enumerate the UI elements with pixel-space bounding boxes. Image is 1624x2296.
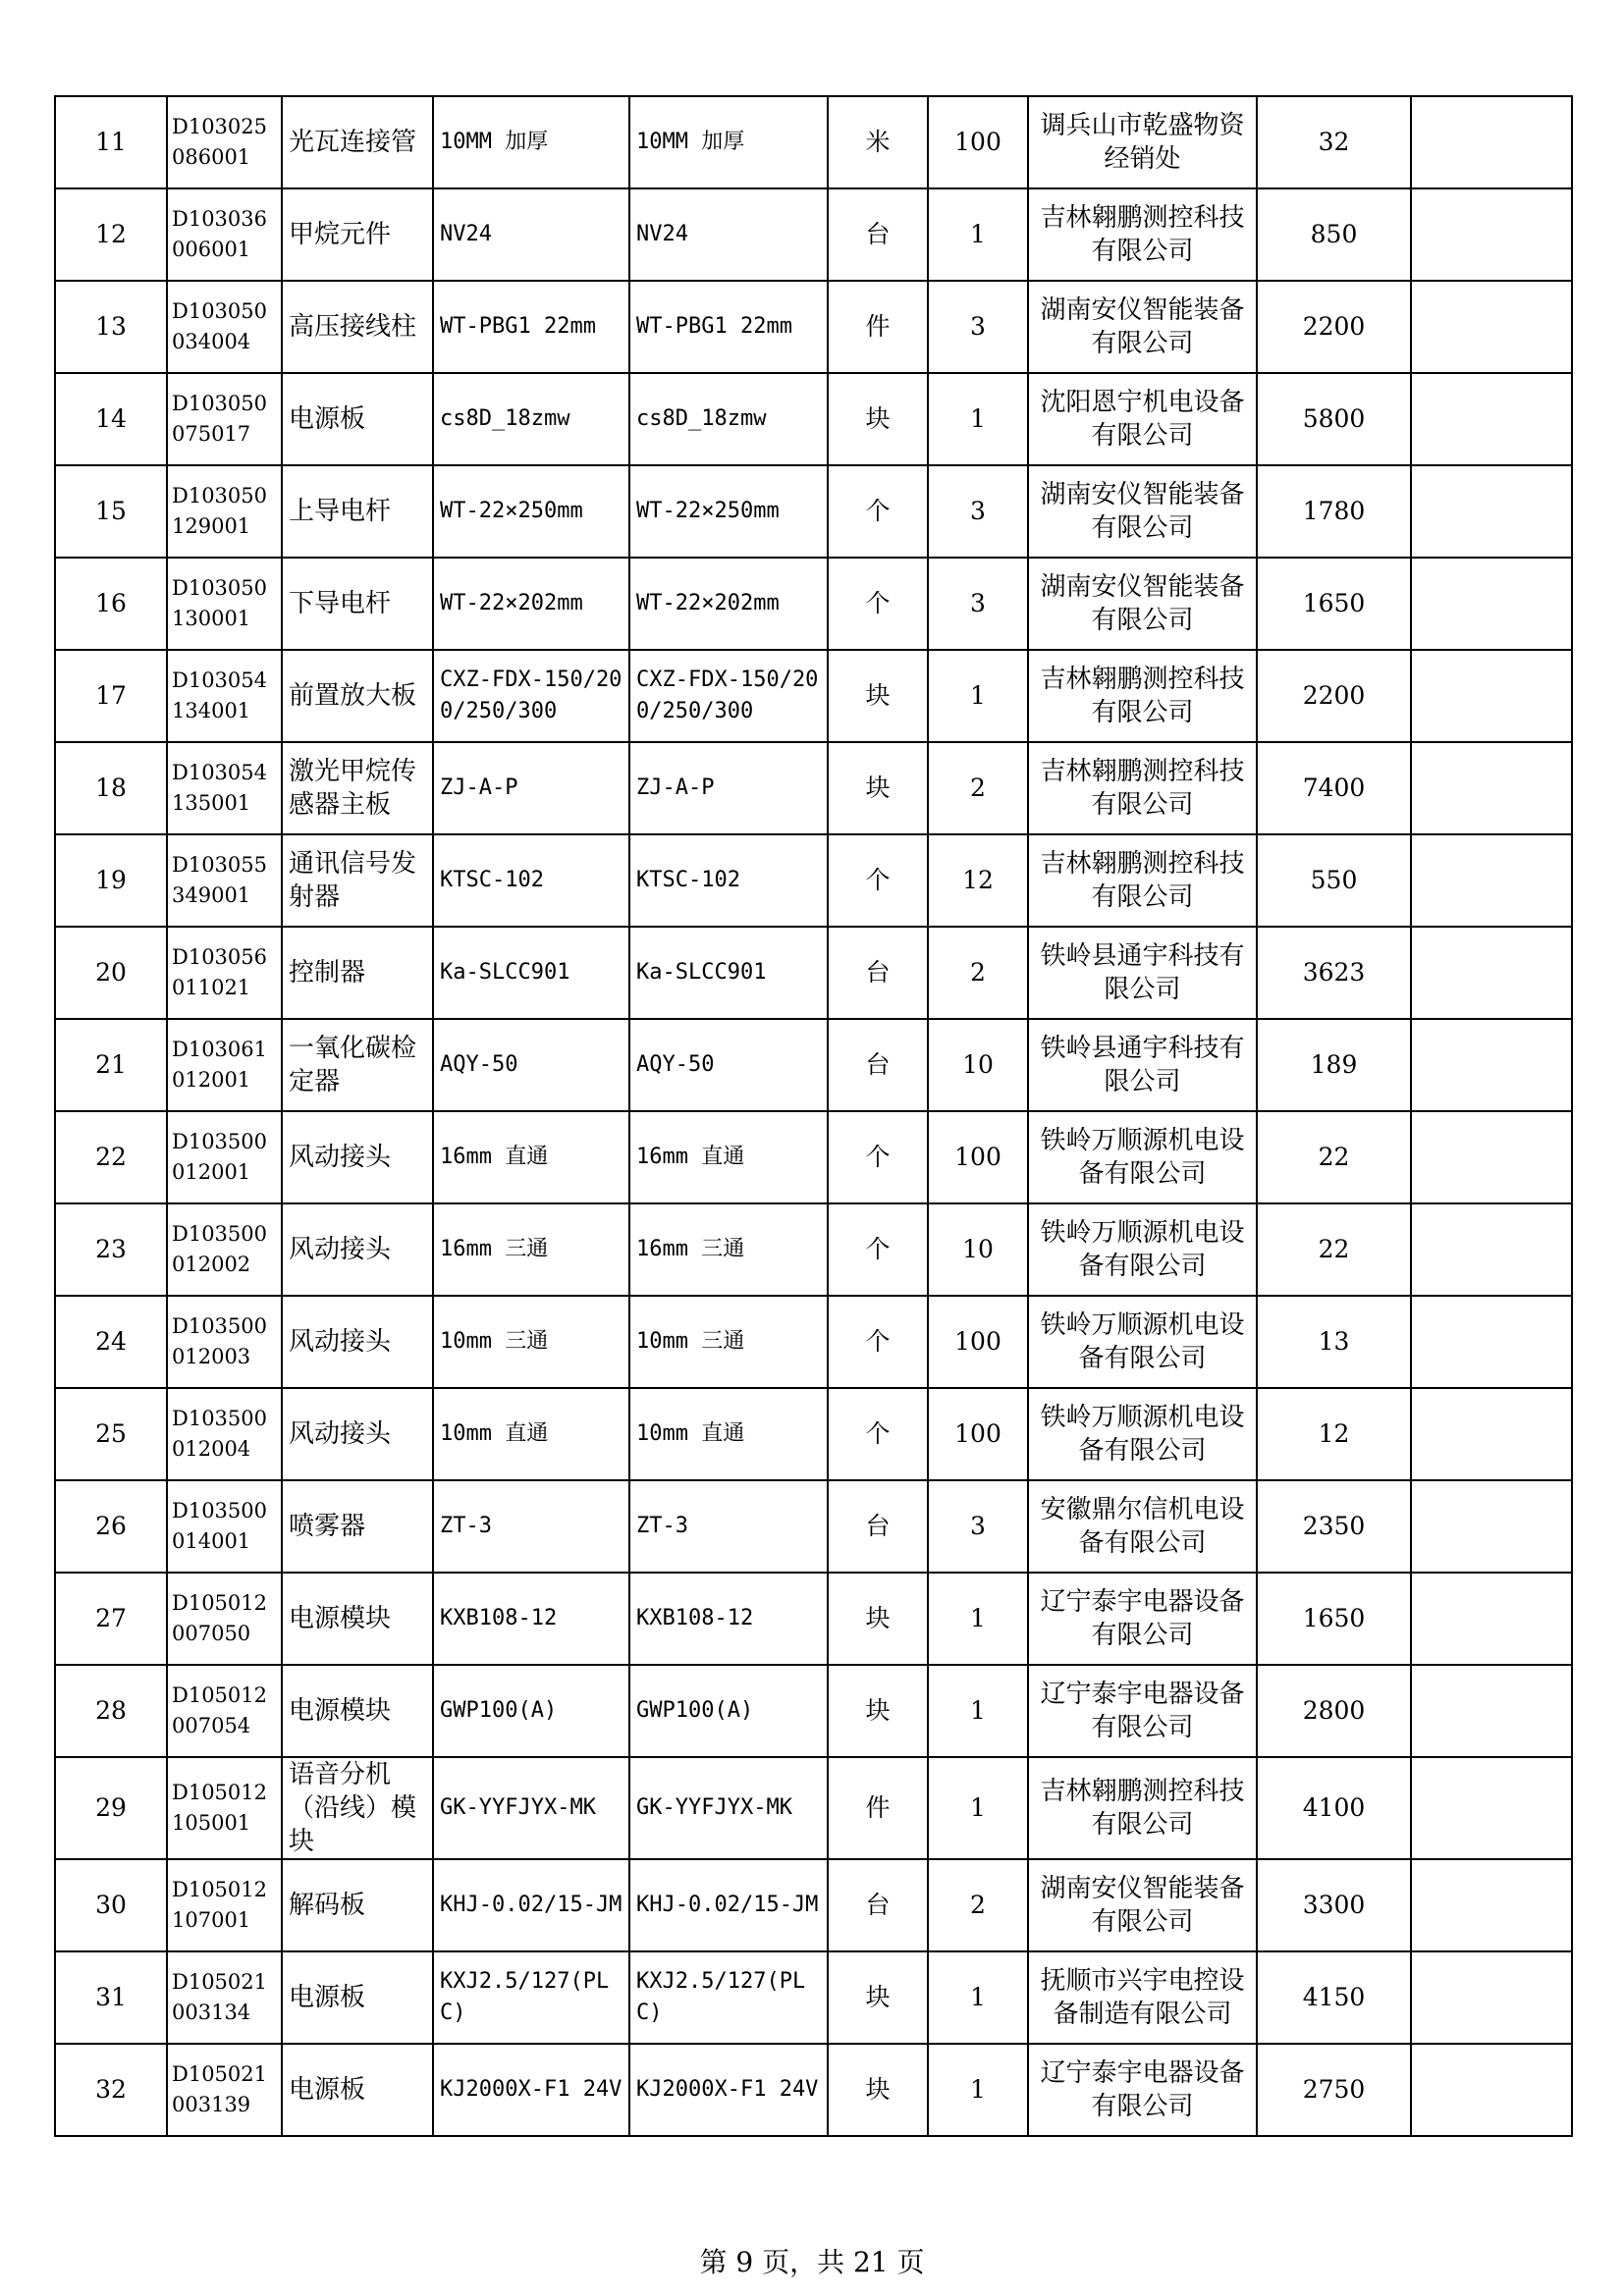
item-name-cell: 风动接头 bbox=[282, 1296, 433, 1388]
table-row bbox=[55, 373, 1572, 465]
material-code-cell: D103061012001 bbox=[167, 1019, 282, 1111]
supplier-cell: 湖南安仪智能装备有限公司 bbox=[1028, 558, 1257, 650]
material-code-cell: D103050075017 bbox=[167, 373, 282, 465]
table-row bbox=[55, 1296, 1572, 1388]
remark-cell bbox=[1411, 558, 1572, 650]
item-name-cell: 高压接线柱 bbox=[282, 281, 433, 373]
material-code-cell: D103025086001 bbox=[167, 96, 282, 188]
unit-cell: 个 bbox=[828, 558, 928, 650]
remark-cell bbox=[1411, 742, 1572, 834]
item-name-cell: 电源模块 bbox=[282, 1665, 433, 1757]
specification-cell: AQY-50 bbox=[433, 1019, 629, 1111]
model-cell: KTSC-102 bbox=[629, 834, 828, 927]
unit-price-cell: 3300 bbox=[1257, 1859, 1411, 1951]
model-cell: CXZ-FDX-150/200/250/300 bbox=[629, 650, 828, 742]
table-row bbox=[55, 927, 1572, 1019]
item-name-cell: 甲烷元件 bbox=[282, 188, 433, 281]
material-code-cell: D105012007054 bbox=[167, 1665, 282, 1757]
material-code-cell: D103500012003 bbox=[167, 1296, 282, 1388]
unit-cell: 块 bbox=[828, 1573, 928, 1665]
row-number-cell: 11 bbox=[55, 96, 167, 188]
material-code-cell: D105012107001 bbox=[167, 1859, 282, 1951]
item-name-cell: 电源板 bbox=[282, 373, 433, 465]
table-row bbox=[55, 1951, 1572, 2044]
model-cell: GWP100(A) bbox=[629, 1665, 828, 1757]
model-cell: NV24 bbox=[629, 188, 828, 281]
remark-cell bbox=[1411, 373, 1572, 465]
table-row bbox=[55, 1859, 1572, 1951]
specification-cell: GK-YYFJYX-MK bbox=[433, 1757, 629, 1859]
specification-cell: ZJ-A-P bbox=[433, 742, 629, 834]
quantity-cell: 1 bbox=[928, 1757, 1028, 1859]
model-cell: Ka-SLCC901 bbox=[629, 927, 828, 1019]
unit-price-cell: 2750 bbox=[1257, 2044, 1411, 2136]
quantity-cell: 2 bbox=[928, 1859, 1028, 1951]
quantity-cell: 3 bbox=[928, 1480, 1028, 1573]
item-name-cell: 上导电杆 bbox=[282, 465, 433, 558]
item-name-cell: 通讯信号发射器 bbox=[282, 834, 433, 927]
row-number-cell: 26 bbox=[55, 1480, 167, 1573]
unit-cell: 个 bbox=[828, 1111, 928, 1203]
supplier-cell: 辽宁泰宇电器设备有限公司 bbox=[1028, 1573, 1257, 1665]
unit-price-cell: 12 bbox=[1257, 1388, 1411, 1480]
row-number-cell: 32 bbox=[55, 2044, 167, 2136]
unit-price-cell: 2800 bbox=[1257, 1665, 1411, 1757]
quantity-cell: 100 bbox=[928, 1296, 1028, 1388]
item-name-cell: 一氧化碳检定器 bbox=[282, 1019, 433, 1111]
table-row bbox=[55, 2044, 1572, 2136]
material-code-cell: D103500012004 bbox=[167, 1388, 282, 1480]
supplier-cell: 铁岭万顺源机电设备有限公司 bbox=[1028, 1203, 1257, 1296]
row-number-cell: 13 bbox=[55, 281, 167, 373]
table-row bbox=[55, 558, 1572, 650]
row-number-cell: 20 bbox=[55, 927, 167, 1019]
table-row bbox=[55, 1019, 1572, 1111]
table-row bbox=[55, 188, 1572, 281]
specification-cell: WT-22×202mm bbox=[433, 558, 629, 650]
specification-cell: ZT-3 bbox=[433, 1480, 629, 1573]
unit-cell: 块 bbox=[828, 1665, 928, 1757]
remark-cell bbox=[1411, 1573, 1572, 1665]
specification-cell: WT-PBG1 22mm bbox=[433, 281, 629, 373]
table-row bbox=[55, 465, 1572, 558]
unit-cell: 块 bbox=[828, 373, 928, 465]
remark-cell bbox=[1411, 465, 1572, 558]
specification-cell: KTSC-102 bbox=[433, 834, 629, 927]
supplier-cell: 湖南安仪智能装备有限公司 bbox=[1028, 1859, 1257, 1951]
supplier-cell: 吉林翱鹏测控科技有限公司 bbox=[1028, 742, 1257, 834]
model-cell: 16mm 三通 bbox=[629, 1203, 828, 1296]
specification-cell: KHJ-0.02/15-JM bbox=[433, 1859, 629, 1951]
model-cell: cs8D_18zmw bbox=[629, 373, 828, 465]
specification-cell: CXZ-FDX-150/200/250/300 bbox=[433, 650, 629, 742]
remark-cell bbox=[1411, 188, 1572, 281]
unit-price-cell: 850 bbox=[1257, 188, 1411, 281]
model-cell: ZJ-A-P bbox=[629, 742, 828, 834]
quantity-cell: 10 bbox=[928, 1019, 1028, 1111]
quantity-cell: 1 bbox=[928, 2044, 1028, 2136]
quantity-cell: 2 bbox=[928, 927, 1028, 1019]
material-code-cell: D103050034004 bbox=[167, 281, 282, 373]
material-code-cell: D105021003134 bbox=[167, 1951, 282, 2044]
material-code-cell: D105021003139 bbox=[167, 2044, 282, 2136]
supplier-cell: 铁岭万顺源机电设备有限公司 bbox=[1028, 1388, 1257, 1480]
remark-cell bbox=[1411, 1757, 1572, 1859]
unit-cell: 台 bbox=[828, 1859, 928, 1951]
unit-cell: 件 bbox=[828, 281, 928, 373]
material-code-cell: D103055349001 bbox=[167, 834, 282, 927]
material-code-cell: D103500012001 bbox=[167, 1111, 282, 1203]
row-number-cell: 23 bbox=[55, 1203, 167, 1296]
remark-cell bbox=[1411, 1111, 1572, 1203]
quantity-cell: 1 bbox=[928, 188, 1028, 281]
table-row bbox=[55, 1388, 1572, 1480]
item-name-cell: 解码板 bbox=[282, 1859, 433, 1951]
model-cell: AQY-50 bbox=[629, 1019, 828, 1111]
row-number-cell: 25 bbox=[55, 1388, 167, 1480]
remark-cell bbox=[1411, 281, 1572, 373]
row-number-cell: 21 bbox=[55, 1019, 167, 1111]
quantity-cell: 1 bbox=[928, 373, 1028, 465]
material-code-cell: D103036006001 bbox=[167, 188, 282, 281]
row-number-cell: 16 bbox=[55, 558, 167, 650]
quantity-cell: 100 bbox=[928, 1111, 1028, 1203]
material-code-cell: D103500012002 bbox=[167, 1203, 282, 1296]
unit-price-cell: 1780 bbox=[1257, 465, 1411, 558]
table-row bbox=[55, 96, 1572, 188]
quantity-cell: 1 bbox=[928, 1951, 1028, 2044]
unit-price-cell: 550 bbox=[1257, 834, 1411, 927]
model-cell: 10MM 加厚 bbox=[629, 96, 828, 188]
unit-price-cell: 2350 bbox=[1257, 1480, 1411, 1573]
material-code-cell: D103050129001 bbox=[167, 465, 282, 558]
material-code-cell: D103050130001 bbox=[167, 558, 282, 650]
quantity-cell: 12 bbox=[928, 834, 1028, 927]
model-cell: KJ2000X-F1 24V bbox=[629, 2044, 828, 2136]
item-name-cell: 下导电杆 bbox=[282, 558, 433, 650]
specification-cell: 10mm 直通 bbox=[433, 1388, 629, 1480]
quantity-cell: 3 bbox=[928, 465, 1028, 558]
table-row bbox=[55, 1480, 1572, 1573]
row-number-cell: 17 bbox=[55, 650, 167, 742]
table-row bbox=[55, 650, 1572, 742]
unit-cell: 块 bbox=[828, 2044, 928, 2136]
remark-cell bbox=[1411, 1388, 1572, 1480]
model-cell: ZT-3 bbox=[629, 1480, 828, 1573]
supplier-cell: 沈阳恩宁机电设备有限公司 bbox=[1028, 373, 1257, 465]
supplier-cell: 铁岭万顺源机电设备有限公司 bbox=[1028, 1111, 1257, 1203]
supplier-cell: 辽宁泰宇电器设备有限公司 bbox=[1028, 1665, 1257, 1757]
specification-cell: 16mm 直通 bbox=[433, 1111, 629, 1203]
specification-cell: KJ2000X-F1 24V bbox=[433, 2044, 629, 2136]
model-cell: WT-22×250mm bbox=[629, 465, 828, 558]
item-name-cell: 语音分机（沿线）模块 bbox=[282, 1757, 433, 1859]
supplier-cell: 安徽鼎尔信机电设备有限公司 bbox=[1028, 1480, 1257, 1573]
table-row bbox=[55, 1757, 1572, 1859]
model-cell: WT-22×202mm bbox=[629, 558, 828, 650]
remark-cell bbox=[1411, 927, 1572, 1019]
remark-cell bbox=[1411, 1296, 1572, 1388]
supplier-cell: 铁岭县通宇科技有限公司 bbox=[1028, 1019, 1257, 1111]
remark-cell bbox=[1411, 1480, 1572, 1573]
row-number-cell: 30 bbox=[55, 1859, 167, 1951]
remark-cell bbox=[1411, 1665, 1572, 1757]
unit-cell: 个 bbox=[828, 834, 928, 927]
unit-price-cell: 2200 bbox=[1257, 650, 1411, 742]
row-number-cell: 18 bbox=[55, 742, 167, 834]
supplier-cell: 抚顺市兴宇电控设备制造有限公司 bbox=[1028, 1951, 1257, 2044]
unit-price-cell: 4100 bbox=[1257, 1757, 1411, 1859]
item-name-cell: 电源板 bbox=[282, 1951, 433, 2044]
item-name-cell: 前置放大板 bbox=[282, 650, 433, 742]
quantity-cell: 3 bbox=[928, 558, 1028, 650]
unit-price-cell: 1650 bbox=[1257, 1573, 1411, 1665]
unit-cell: 件 bbox=[828, 1757, 928, 1859]
model-cell: WT-PBG1 22mm bbox=[629, 281, 828, 373]
specification-cell: KXB108-12 bbox=[433, 1573, 629, 1665]
unit-cell: 个 bbox=[828, 1203, 928, 1296]
material-code-cell: D105012007050 bbox=[167, 1573, 282, 1665]
unit-price-cell: 2200 bbox=[1257, 281, 1411, 373]
supplier-cell: 铁岭万顺源机电设备有限公司 bbox=[1028, 1296, 1257, 1388]
unit-price-cell: 13 bbox=[1257, 1296, 1411, 1388]
specification-cell: NV24 bbox=[433, 188, 629, 281]
quantity-cell: 10 bbox=[928, 1203, 1028, 1296]
row-number-cell: 14 bbox=[55, 373, 167, 465]
supplier-cell: 湖南安仪智能装备有限公司 bbox=[1028, 281, 1257, 373]
row-number-cell: 31 bbox=[55, 1951, 167, 2044]
unit-price-cell: 1650 bbox=[1257, 558, 1411, 650]
unit-cell: 台 bbox=[828, 1019, 928, 1111]
material-code-cell: D103054135001 bbox=[167, 742, 282, 834]
model-cell: 16mm 直通 bbox=[629, 1111, 828, 1203]
model-cell: KHJ-0.02/15-JM bbox=[629, 1859, 828, 1951]
specification-cell: cs8D_18zmw bbox=[433, 373, 629, 465]
page-footer: 第 9 页，共 21 页 bbox=[699, 2246, 925, 2278]
model-cell: 10mm 三通 bbox=[629, 1296, 828, 1388]
row-number-cell: 12 bbox=[55, 188, 167, 281]
material-code-cell: D103056011021 bbox=[167, 927, 282, 1019]
row-number-cell: 29 bbox=[55, 1757, 167, 1859]
unit-price-cell: 3623 bbox=[1257, 927, 1411, 1019]
quantity-cell: 100 bbox=[928, 96, 1028, 188]
unit-price-cell: 189 bbox=[1257, 1019, 1411, 1111]
quantity-cell: 100 bbox=[928, 1388, 1028, 1480]
remark-cell bbox=[1411, 650, 1572, 742]
quantity-cell: 1 bbox=[928, 1573, 1028, 1665]
unit-cell: 块 bbox=[828, 650, 928, 742]
procurement-table bbox=[54, 95, 1573, 2137]
supplier-cell: 湖南安仪智能装备有限公司 bbox=[1028, 465, 1257, 558]
item-name-cell: 电源模块 bbox=[282, 1573, 433, 1665]
item-name-cell: 光瓦连接管 bbox=[282, 96, 433, 188]
remark-cell bbox=[1411, 834, 1572, 927]
remark-cell bbox=[1411, 1951, 1572, 2044]
table-row bbox=[55, 281, 1572, 373]
row-number-cell: 24 bbox=[55, 1296, 167, 1388]
item-name-cell: 激光甲烷传感器主板 bbox=[282, 742, 433, 834]
material-code-cell: D103500014001 bbox=[167, 1480, 282, 1573]
quantity-cell: 1 bbox=[928, 1665, 1028, 1757]
unit-cell: 台 bbox=[828, 927, 928, 1019]
item-name-cell: 喷雾器 bbox=[282, 1480, 433, 1573]
item-name-cell: 风动接头 bbox=[282, 1111, 433, 1203]
row-number-cell: 28 bbox=[55, 1665, 167, 1757]
row-number-cell: 27 bbox=[55, 1573, 167, 1665]
table-row bbox=[55, 1111, 1572, 1203]
supplier-cell: 吉林翱鹏测控科技有限公司 bbox=[1028, 188, 1257, 281]
material-code-cell: D105012105001 bbox=[167, 1757, 282, 1859]
specification-cell: WT-22×250mm bbox=[433, 465, 629, 558]
model-cell: KXB108-12 bbox=[629, 1573, 828, 1665]
table-row bbox=[55, 742, 1572, 834]
unit-price-cell: 22 bbox=[1257, 1203, 1411, 1296]
specification-cell: 16mm 三通 bbox=[433, 1203, 629, 1296]
item-name-cell: 电源板 bbox=[282, 2044, 433, 2136]
specification-cell: 10mm 三通 bbox=[433, 1296, 629, 1388]
supplier-cell: 吉林翱鹏测控科技有限公司 bbox=[1028, 650, 1257, 742]
quantity-cell: 2 bbox=[928, 742, 1028, 834]
supplier-cell: 吉林翱鹏测控科技有限公司 bbox=[1028, 834, 1257, 927]
model-cell: 10mm 直通 bbox=[629, 1388, 828, 1480]
remark-cell bbox=[1411, 1203, 1572, 1296]
table-row bbox=[55, 1665, 1572, 1757]
unit-cell: 个 bbox=[828, 1388, 928, 1480]
quantity-cell: 3 bbox=[928, 281, 1028, 373]
unit-price-cell: 7400 bbox=[1257, 742, 1411, 834]
table-row bbox=[55, 834, 1572, 927]
specification-cell: KXJ2.5/127(PLC) bbox=[433, 1951, 629, 2044]
unit-cell: 台 bbox=[828, 1480, 928, 1573]
supplier-cell: 铁岭县通宇科技有限公司 bbox=[1028, 927, 1257, 1019]
remark-cell bbox=[1411, 2044, 1572, 2136]
item-name-cell: 风动接头 bbox=[282, 1203, 433, 1296]
remark-cell bbox=[1411, 96, 1572, 188]
row-number-cell: 19 bbox=[55, 834, 167, 927]
unit-cell: 台 bbox=[828, 188, 928, 281]
specification-cell: Ka-SLCC901 bbox=[433, 927, 629, 1019]
specification-cell: 10MM 加厚 bbox=[433, 96, 629, 188]
model-cell: KXJ2.5/127(PLC) bbox=[629, 1951, 828, 2044]
item-name-cell: 控制器 bbox=[282, 927, 433, 1019]
unit-cell: 块 bbox=[828, 1951, 928, 2044]
material-code-cell: D103054134001 bbox=[167, 650, 282, 742]
row-number-cell: 15 bbox=[55, 465, 167, 558]
unit-price-cell: 32 bbox=[1257, 96, 1411, 188]
unit-price-cell: 22 bbox=[1257, 1111, 1411, 1203]
model-cell: GK-YYFJYX-MK bbox=[629, 1757, 828, 1859]
unit-cell: 米 bbox=[828, 96, 928, 188]
supplier-cell: 吉林翱鹏测控科技有限公司 bbox=[1028, 1757, 1257, 1859]
unit-cell: 个 bbox=[828, 1296, 928, 1388]
specification-cell: GWP100(A) bbox=[433, 1665, 629, 1757]
quantity-cell: 1 bbox=[928, 650, 1028, 742]
remark-cell bbox=[1411, 1859, 1572, 1951]
remark-cell bbox=[1411, 1019, 1572, 1111]
table-row bbox=[55, 1573, 1572, 1665]
unit-price-cell: 5800 bbox=[1257, 373, 1411, 465]
row-number-cell: 22 bbox=[55, 1111, 167, 1203]
supplier-cell: 辽宁泰宇电器设备有限公司 bbox=[1028, 2044, 1257, 2136]
unit-cell: 个 bbox=[828, 465, 928, 558]
procurement-table-area bbox=[54, 95, 1571, 2137]
supplier-cell: 调兵山市乾盛物资经销处 bbox=[1028, 96, 1257, 188]
item-name-cell: 风动接头 bbox=[282, 1388, 433, 1480]
table-row bbox=[55, 1203, 1572, 1296]
unit-price-cell: 4150 bbox=[1257, 1951, 1411, 2044]
unit-cell: 块 bbox=[828, 742, 928, 834]
table-body bbox=[55, 96, 1572, 2136]
